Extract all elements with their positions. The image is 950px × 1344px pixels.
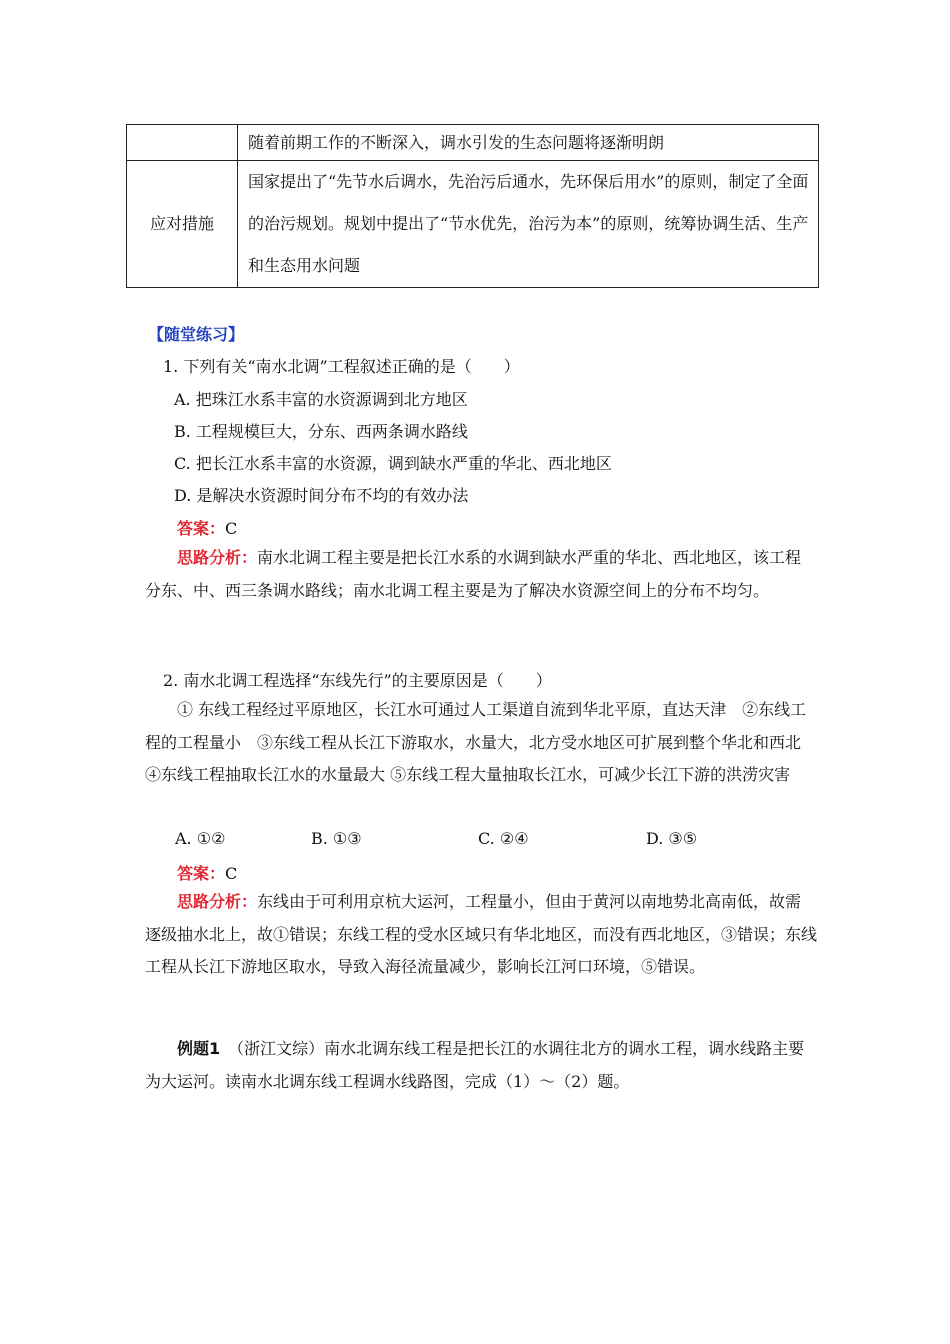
question-2-statements: ① 东线工程经过平原地区，长江水可通过人工渠道自流到华北平原，直达天津 ②东线工程的工程量小 ③东线工程从长江下游取水，水量大，北方受水地区可扩展到整个华北和西北 ④东线工程抽取长江水的水量最大 ⑤东线工程大量抽取长江水，可减少长江下游的洪涝灾害 [145, 700, 818, 784]
question-2-option-a: A. ①② [175, 829, 226, 848]
question-2-stem: 2. 南水北调工程选择“东线先行”的主要原因是（ ） [163, 671, 552, 690]
measures-table [126, 124, 819, 288]
example-label: 例题1 [177, 1039, 221, 1058]
section-title: 【随堂练习】 [148, 325, 245, 344]
question-1-option-c: C. 把长江水系丰富的水资源，调到缺水严重的华北、西北地区 [174, 454, 612, 473]
example-text: （浙江文综）南水北调东线工程是把长江的水调往北方的调水工程，调水线路主要为大运河。读南水北调东线工程调水线路图，完成（1）～（2）题。 [145, 1039, 805, 1091]
analysis-label: 思路分析： [177, 892, 258, 911]
question-1-option-b: B. 工程规模巨大，分东、西两条调水路线 [174, 422, 468, 441]
answer-value: C [225, 864, 238, 883]
table-row-body: 随着前期工作的不断深入，调水引发的生态问题将逐渐明朗 [238, 125, 819, 161]
question-1-option-a: A. 把珠江水系丰富的水资源调到北方地区 [174, 390, 468, 409]
analysis-text: 南水北调工程主要是把长江水系的水调到缺水严重的华北、西北地区，该工程分东、中、西三条调水路线；南水北调工程主要是为了解决水资源空间上的分布不均匀。 [145, 548, 802, 600]
table-row [127, 161, 819, 288]
question-1-answer [177, 516, 237, 539]
question-2-option-c: C. ②④ [478, 829, 529, 848]
answer-label: 答案： [177, 519, 226, 538]
analysis-label: 思路分析： [177, 548, 258, 567]
question-2-option-b: B. ①③ [311, 829, 362, 848]
question-2-answer [177, 861, 237, 884]
question-2-analysis [145, 886, 817, 984]
table-row-head: 应对措施 [127, 161, 238, 288]
question-1-analysis [145, 542, 817, 607]
question-1-option-d: D. 是解决水资源时间分布不均的有效办法 [174, 486, 469, 505]
question-2-option-d: D. ③⑤ [646, 829, 698, 848]
answer-value: C [225, 519, 238, 538]
question-1-stem: 1. 下列有关“南水北调”工程叙述正确的是（ ） [163, 357, 520, 376]
answer-label: 答案： [177, 864, 226, 883]
table-row-body: 国家提出了“先节水后调水，先治污后通水，先环保后用水”的原则，制定了全面的治污规划。规划中提出了“节水优先，治污为本”的原则，统筹协调生活、生产和生态用水问题 [238, 161, 819, 288]
table-row [127, 125, 819, 161]
analysis-text: 东线由于可利用京杭大运河，工程量小，但由于黄河以南地势北高南低，故需逐级抽水北上，故①错误；东线工程的受水区域只有华北地区，而没有西北地区，③错误；东线工程从长江下游地区取水，导致入海径流量减少，影响长江河口环境，⑤错误。 [145, 892, 818, 976]
example-paragraph [145, 1033, 817, 1098]
table-row-head [127, 125, 238, 161]
